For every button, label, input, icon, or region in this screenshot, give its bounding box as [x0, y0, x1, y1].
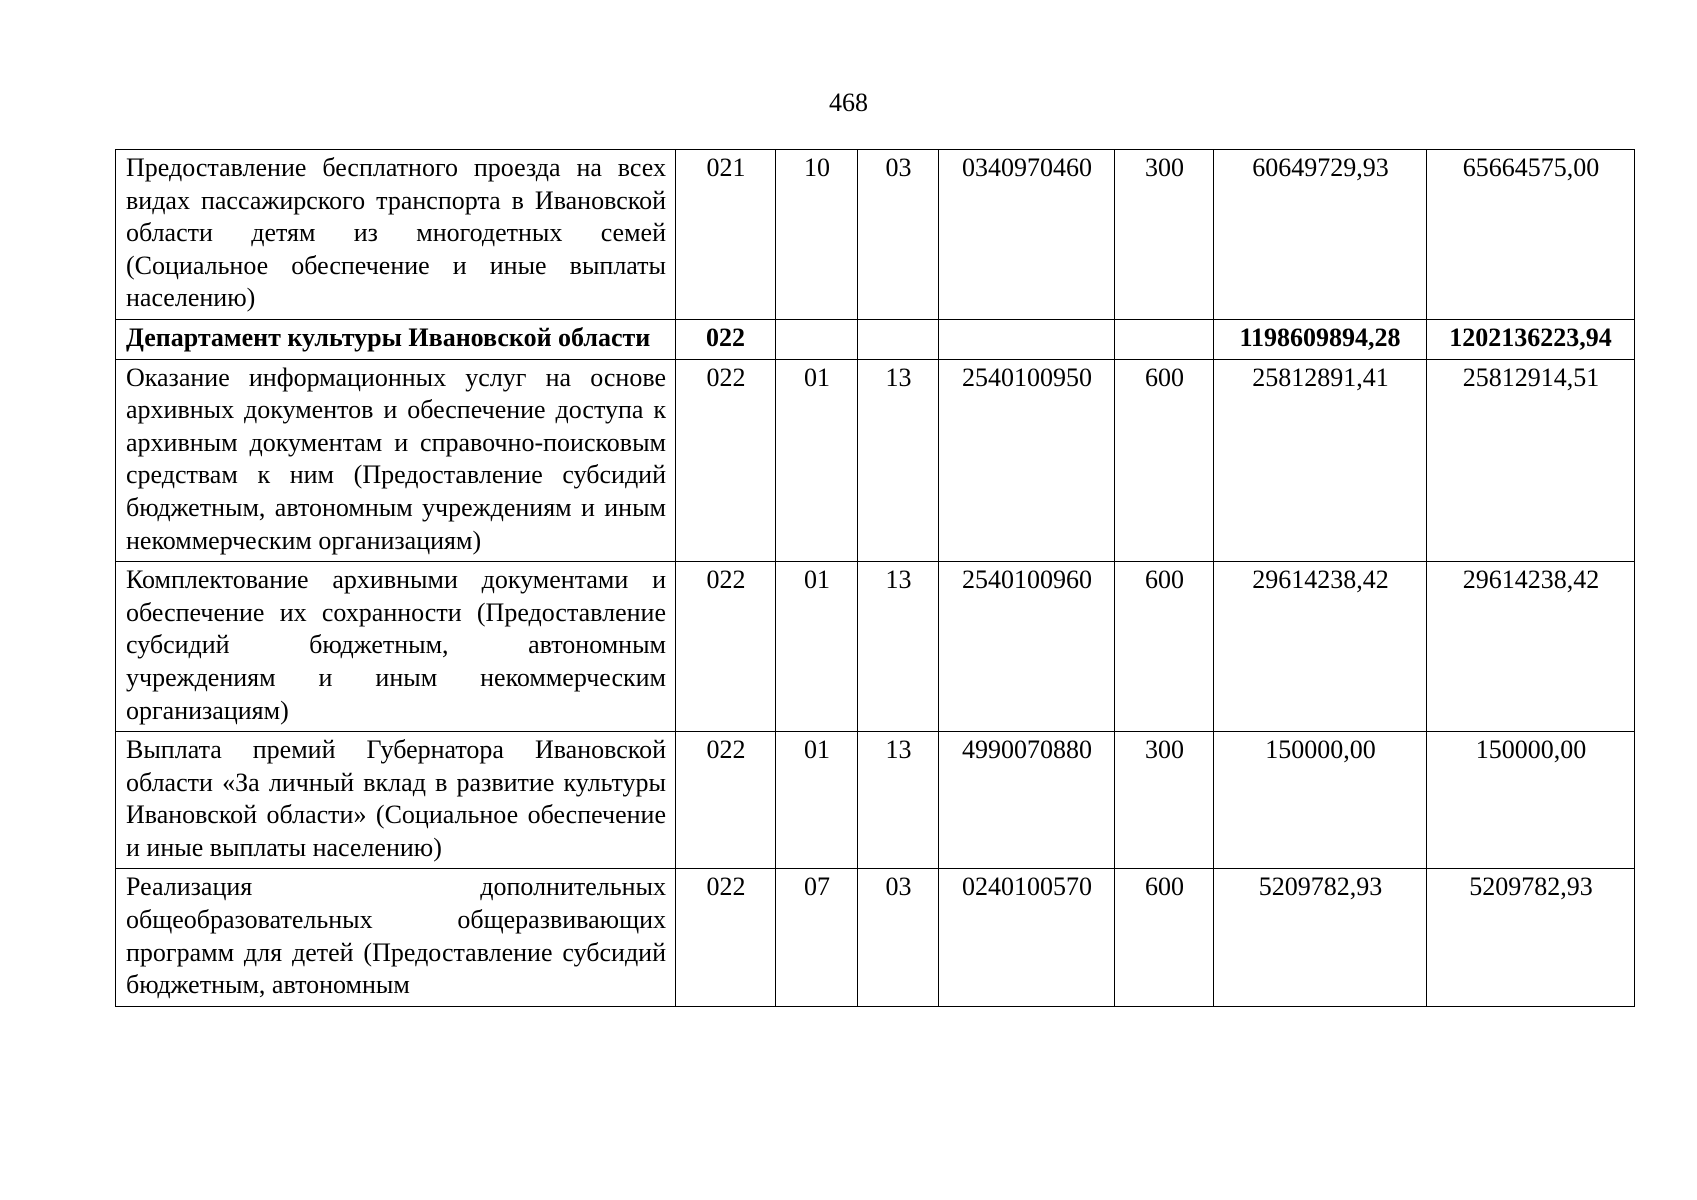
row-expense-type: 600 — [1115, 359, 1214, 562]
row-ministry-code: 022 — [676, 359, 776, 562]
row-description: Выплата премий Губернатора Ивановской области «За личный вклад в развитие культуры Ивановской области» (Социальное обеспечение и иные выплаты населению) — [116, 732, 676, 869]
row-ministry-code: 022 — [676, 319, 776, 359]
row-subsection: 13 — [858, 562, 939, 732]
row-section: 01 — [776, 732, 858, 869]
row-ministry-code: 022 — [676, 869, 776, 1006]
row-target-article: 4990070880 — [939, 732, 1115, 869]
row-sum-year-1: 60649729,93 — [1214, 150, 1427, 320]
row-sum-year-2: 150000,00 — [1427, 732, 1635, 869]
table-row — [116, 869, 1635, 1006]
table-row — [116, 150, 1635, 320]
row-sum-year-2: 1202136223,94 — [1427, 319, 1635, 359]
row-description: Оказание информационных услуг на основе архивных документов и обеспечение доступа к архивным документам и справочно-поисковым средствам к ним (Предоставление субсидий бюджетным, автономным учреждениям и иным некоммерческим организациям) — [116, 359, 676, 562]
row-target-article: 2540100960 — [939, 562, 1115, 732]
row-description: Предоставление бесплатного проезда на всех видах пассажирского транспорта в Ивановской области детям из многодетных семей (Социальное обеспечение и иные выплаты населению) — [116, 150, 676, 320]
row-sum-year-2: 29614238,42 — [1427, 562, 1635, 732]
row-expense-type: 300 — [1115, 732, 1214, 869]
row-sum-year-2: 5209782,93 — [1427, 869, 1635, 1006]
row-section: 01 — [776, 359, 858, 562]
row-sum-year-1: 1198609894,28 — [1214, 319, 1427, 359]
row-section — [776, 319, 858, 359]
row-subsection: 03 — [858, 869, 939, 1006]
row-sum-year-1: 29614238,42 — [1214, 562, 1427, 732]
row-sum-year-1: 150000,00 — [1214, 732, 1427, 869]
row-description: Комплектование архивными документами и обеспечение их сохранности (Предоставление субсидий бюджетным, автономным учреждениям и иным некоммерческим организациям) — [116, 562, 676, 732]
row-target-article: 0240100570 — [939, 869, 1115, 1006]
row-sum-year-2: 25812914,51 — [1427, 359, 1635, 562]
page-number: 468 — [829, 88, 868, 117]
row-section: 07 — [776, 869, 858, 1006]
table-row-department — [116, 319, 1635, 359]
row-expense-type: 600 — [1115, 562, 1214, 732]
table-row — [116, 562, 1635, 732]
row-ministry-code: 021 — [676, 150, 776, 320]
row-sum-year-2: 65664575,00 — [1427, 150, 1635, 320]
row-ministry-code: 022 — [676, 732, 776, 869]
row-section: 01 — [776, 562, 858, 732]
row-subsection: 03 — [858, 150, 939, 320]
row-subsection: 13 — [858, 359, 939, 562]
row-expense-type — [1115, 319, 1214, 359]
table-row — [116, 359, 1635, 562]
row-target-article — [939, 319, 1115, 359]
row-target-article: 0340970460 — [939, 150, 1115, 320]
row-expense-type: 600 — [1115, 869, 1214, 1006]
row-section: 10 — [776, 150, 858, 320]
row-description: Реализация дополнительных общеобразовательных общеразвивающих программ для детей (Предоставление субсидий бюджетным, автономным — [116, 869, 676, 1006]
row-subsection: 13 — [858, 732, 939, 869]
table-row — [116, 732, 1635, 869]
row-target-article: 2540100950 — [939, 359, 1115, 562]
row-sum-year-1: 25812891,41 — [1214, 359, 1427, 562]
row-description: Департамент культуры Ивановской области — [116, 319, 676, 359]
row-sum-year-1: 5209782,93 — [1214, 869, 1427, 1006]
row-expense-type: 300 — [1115, 150, 1214, 320]
budget-table — [115, 149, 1635, 1007]
row-subsection — [858, 319, 939, 359]
row-ministry-code: 022 — [676, 562, 776, 732]
